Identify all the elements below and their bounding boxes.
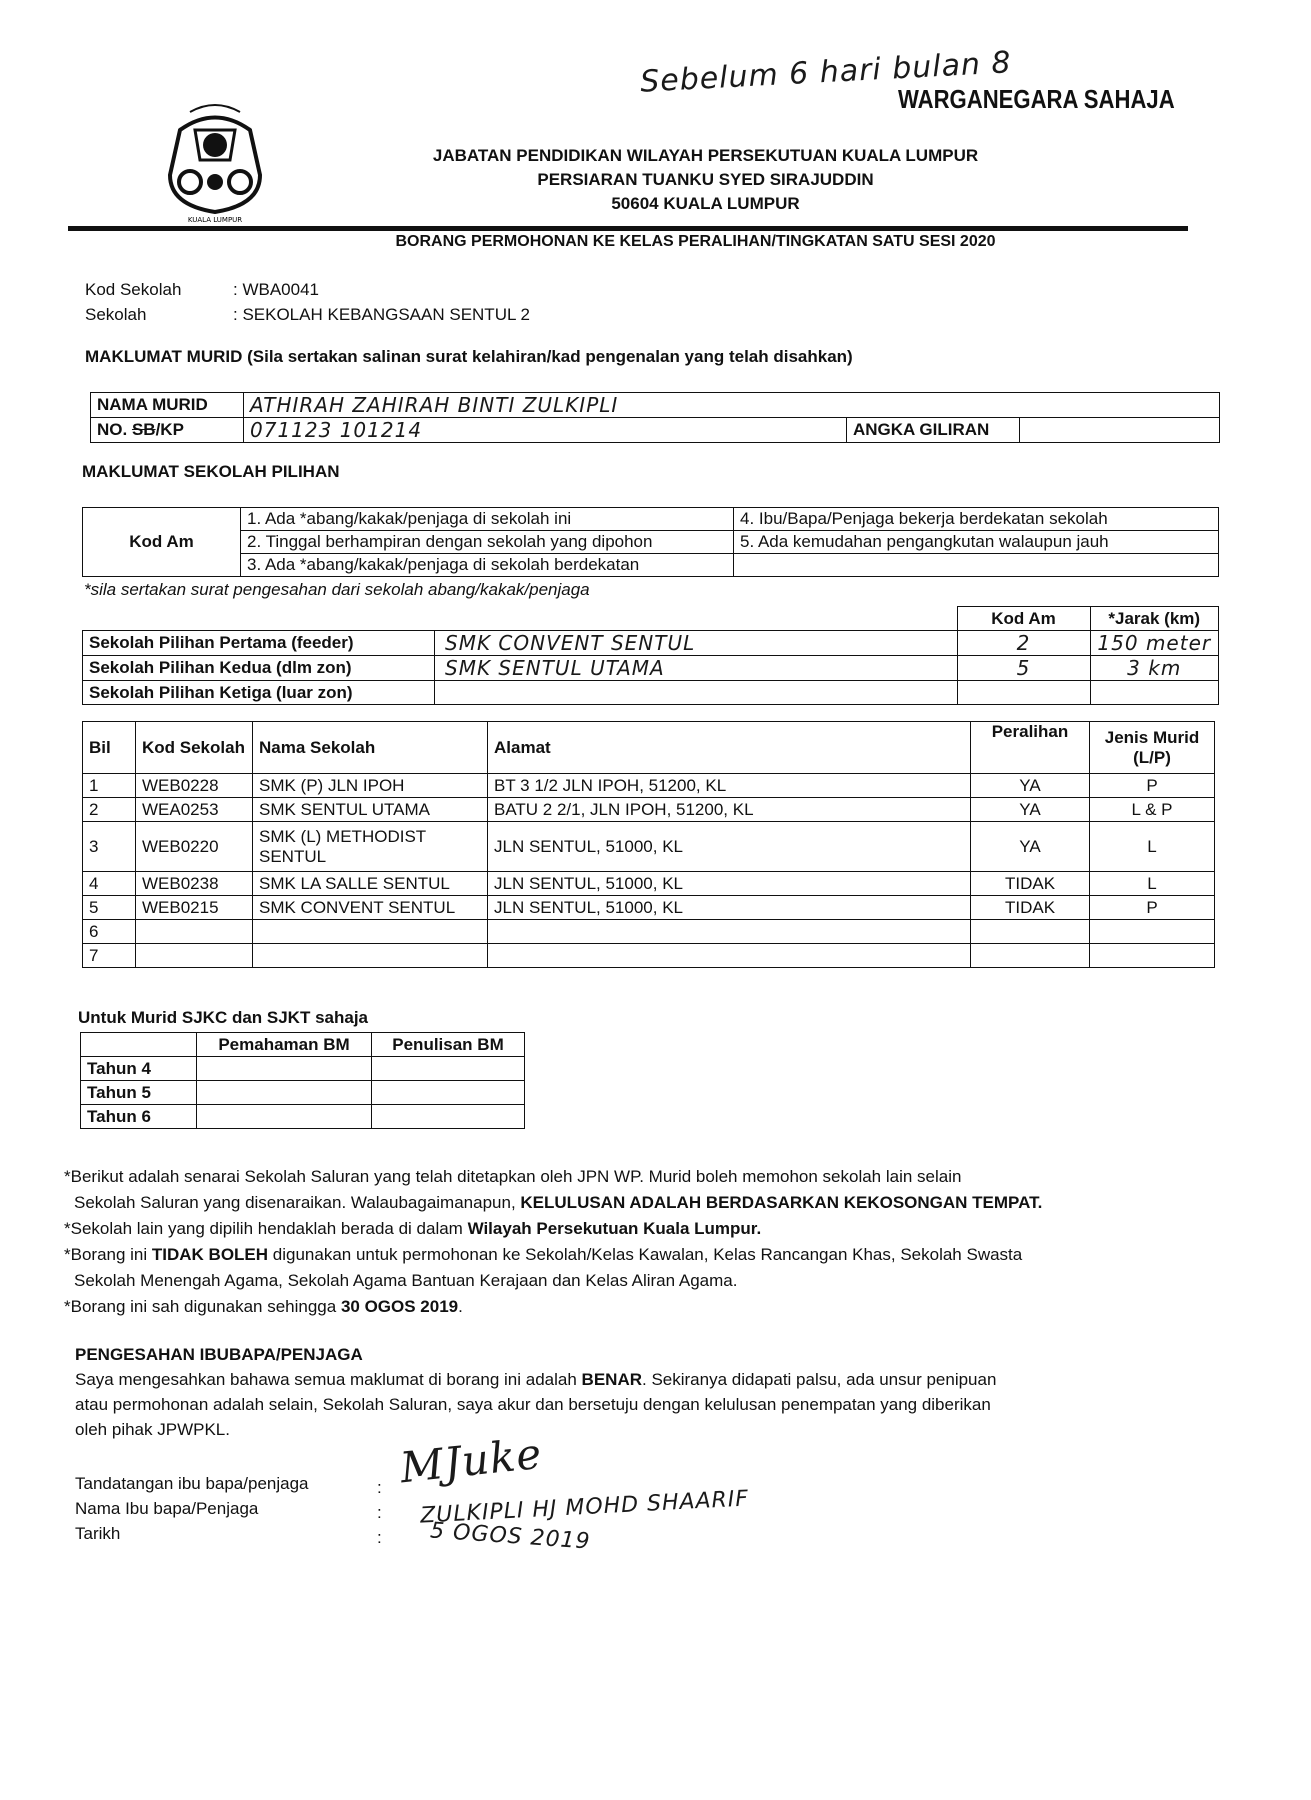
school-code-label: Kod Sekolah (85, 280, 182, 299)
parent-para-2: atau permohonan adalah selain, Sekolah Saluran, saya akur dan bersetuju dengan kelulusan penempatan yang diberikan (75, 1395, 991, 1414)
header-line3: 50604 KUALA LUMPUR (611, 194, 800, 213)
school-choices-table (82, 606, 1219, 705)
parent-para-3: oleh pihak JPWPKL. (75, 1420, 230, 1439)
reason-5: 5. Ada kemudahan pengangkutan walaupun jauh (734, 531, 1219, 554)
header-line2: PERSIARAN TUANKU SYED SIRAJUDDIN (537, 170, 874, 189)
sjkc-table (80, 1032, 525, 1129)
note-3: *Borang ini TIDAK BOLEH digunakan untuk permohonan ke Sekolah/Kelas Kawalan, Kelas Rancangan Khas, Sekolah Swasta (64, 1245, 1023, 1264)
reason-3: 3. Ada *abang/kakak/penjaga di sekolah berdekatan (241, 554, 734, 577)
colon-3: : (377, 1528, 382, 1547)
row-3-nama: SMK (L) METHODIST SENTUL (253, 822, 488, 872)
row-3-alamat: JLN SENTUL, 51000, KL (488, 822, 971, 872)
school-value: : SEKOLAH KEBANGSAAN SENTUL 2 (233, 305, 530, 324)
date-label: Tarikh (75, 1524, 121, 1543)
kod-am-label: Kod Am (83, 508, 241, 577)
row-3-peralihan: YA (971, 822, 1090, 872)
header-nama-sekolah: Nama Sekolah (253, 722, 488, 774)
choice-1-kod-am[interactable]: 2 (957, 631, 1090, 656)
note-4: *Borang ini sah digunakan sehingga 30 OGOS 2019. (64, 1297, 463, 1316)
feeder-schools-table (82, 721, 1215, 968)
reason-1: 1. Ada *abang/kakak/penjaga di sekolah ini (241, 508, 734, 531)
row-3-jenis: L (1090, 822, 1215, 872)
row-5-nama: SMK CONVENT SENTUL (253, 896, 488, 920)
row-2-kod: WEA0253 (136, 798, 253, 822)
row-3-bil: 3 (83, 822, 136, 872)
choice-note: *sila sertakan surat pengesahan dari sekolah abang/kakak/penjaga (84, 580, 590, 599)
tahun5-penulisan-field[interactable] (372, 1081, 525, 1105)
row-2-bil: 2 (83, 798, 136, 822)
choice-2-school[interactable]: SMK SENTUL UTAMA (435, 656, 958, 681)
note-1b: Sekolah Saluran yang disenaraikan. Walaubagaimanapun, KELULUSAN ADALAH BERDASARKAN KEKOSONGAN TEMPAT. (74, 1193, 1043, 1212)
parent-name-label: Nama Ibu bapa/Penjaga (75, 1499, 259, 1518)
tahun6-pemahaman-field[interactable] (197, 1105, 372, 1129)
student-name-field[interactable]: ATHIRAH ZAHIRAH BINTI ZULKIPLI (244, 393, 1220, 418)
row-4-alamat: JLN SENTUL, 51000, KL (488, 872, 971, 896)
tahun4-pemahaman-field[interactable] (197, 1057, 372, 1081)
row-4-nama: SMK LA SALLE SENTUL (253, 872, 488, 896)
choice-3-jarak[interactable] (1090, 681, 1219, 705)
row-2-peralihan: YA (971, 798, 1090, 822)
table-row (83, 774, 1215, 798)
parent-para-1: Saya mengesahkan bahawa semua maklumat di borang ini adalah BENAR. Sekiranya didapati palsu, ada unsur penipuan (75, 1370, 997, 1389)
signature-colons (377, 1475, 382, 1550)
table-row (83, 872, 1215, 896)
parent-name-handwritten[interactable]: ZULKIPLI HJ MOHD SHAARIF (419, 1486, 750, 1529)
row-4-bil: 4 (83, 872, 136, 896)
parent-section (75, 1342, 1255, 1442)
tahun4-penulisan-field[interactable] (372, 1057, 525, 1081)
row-5-bil: 5 (83, 896, 136, 920)
exam-number-label: ANGKA GILIRAN (847, 418, 1020, 443)
reason-2: 2. Tinggal berhampiran dengan sekolah yang dipohon (241, 531, 734, 554)
sjkc-row-tahun6: Tahun 6 (81, 1105, 197, 1129)
table-row (83, 798, 1215, 822)
note-1a: *Berikut adalah senarai Sekolah Saluran yang telah ditetapkan oleh JPN WP. Murid boleh memohon sekolah lain selain (64, 1167, 962, 1186)
table-row (83, 896, 1215, 920)
student-section-heading: MAKLUMAT MURID (Sila sertakan salinan surat kelahiran/kad pengenalan yang telah disahkan) (85, 347, 853, 366)
note-2: *Sekolah lain yang dipilih hendaklah berada di dalam Wilayah Persekutuan Kuala Lumpur. (64, 1219, 762, 1238)
table-row (83, 944, 1215, 968)
row-6-bil: 6 (83, 920, 136, 944)
handwritten-note: Sebelum 6 hari bulan 8 (639, 45, 1013, 100)
header-bil: Bil (83, 722, 136, 774)
row-4-jenis: L (1090, 872, 1215, 896)
choice-1-school[interactable]: SMK CONVENT SENTUL (435, 631, 958, 656)
choice-3-school[interactable] (435, 681, 958, 705)
agency-header (50, 144, 1311, 216)
notes-block (64, 1164, 1264, 1320)
choice-1-label: Sekolah Pilihan Pertama (feeder) (83, 631, 435, 656)
header-divider (68, 226, 1188, 231)
row-1-nama: SMK (P) JLN IPOH (253, 774, 488, 798)
row-4-peralihan: TIDAK (971, 872, 1090, 896)
row-5-peralihan: TIDAK (971, 896, 1090, 920)
colon-1: : (377, 1478, 382, 1497)
student-name-label: NAMA MURID (91, 393, 244, 418)
exam-number-field[interactable] (1020, 418, 1220, 443)
school-info (85, 277, 530, 327)
row-5-alamat: JLN SENTUL, 51000, KL (488, 896, 971, 920)
tahun6-penulisan-field[interactable] (372, 1105, 525, 1129)
sjkc-col-penulisan: Penulisan BM (372, 1033, 525, 1057)
kod-am-table (82, 507, 1219, 577)
school-code-value: : WBA0041 (233, 280, 319, 299)
choice-3-kod-am[interactable] (957, 681, 1090, 705)
parent-signature: MJuke (397, 1428, 545, 1493)
choice-2-jarak[interactable]: 3 km (1090, 656, 1219, 681)
header-jenis-murid: Jenis Murid (L/P) (1090, 722, 1215, 774)
reason-4: 4. Ibu/Bapa/Penjaga bekerja berdekatan sekolah (734, 508, 1219, 531)
choice-section-heading: MAKLUMAT SEKOLAH PILIHAN (82, 462, 340, 481)
colon-2: : (377, 1503, 382, 1522)
header-line1: JABATAN PENDIDIKAN WILAYAH PERSEKUTUAN KUALA LUMPUR (432, 146, 979, 165)
student-table (90, 392, 1220, 443)
choice-3-label: Sekolah Pilihan Ketiga (luar zon) (83, 681, 435, 705)
sign-label: Tandatangan ibu bapa/penjaga (75, 1474, 309, 1493)
student-id-label: NO. SB/KP (91, 418, 244, 443)
row-1-jenis: P (1090, 774, 1215, 798)
parent-heading: PENGESAHAN IBUBAPA/PENJAGA (75, 1345, 363, 1364)
table-row (83, 920, 1215, 944)
row-2-jenis: L & P (1090, 798, 1215, 822)
sjkc-row-tahun4: Tahun 4 (81, 1057, 197, 1081)
student-id-field[interactable]: 071123 101214 (244, 418, 847, 443)
signature-labels (75, 1471, 309, 1546)
school-label: Sekolah (85, 305, 147, 324)
row-4-kod: WEB0238 (136, 872, 253, 896)
row-3-kod: WEB0220 (136, 822, 253, 872)
logo-text: KUALA LUMPUR (187, 216, 243, 224)
note-3c: Sekolah Menengah Agama, Sekolah Agama Bantuan Kerajaan dan Kelas Aliran Agama. (74, 1271, 738, 1290)
choice-2-kod-am[interactable]: 5 (957, 656, 1090, 681)
row-1-bil: 1 (83, 774, 136, 798)
table-row (83, 822, 1215, 872)
row-7-bil: 7 (83, 944, 136, 968)
form-title: BORANG PERMOHONAN KE KELAS PERALIHAN/TINGKATAN SATU SESI 2020 (395, 233, 996, 250)
tahun5-pemahaman-field[interactable] (197, 1081, 372, 1105)
row-1-kod: WEB0228 (136, 774, 253, 798)
header-alamat: Alamat (488, 722, 971, 774)
header-kod-sekolah: Kod Sekolah (136, 722, 253, 774)
citizen-only-label: WARGANEGARA SAHAJA (898, 84, 1175, 114)
header-peralihan: Peralihan (971, 722, 1090, 774)
row-5-jenis: P (1090, 896, 1215, 920)
col-kod-am: Kod Am (957, 607, 1090, 631)
row-1-peralihan: YA (971, 774, 1090, 798)
sjkc-heading: Untuk Murid SJKC dan SJKT sahaja (78, 1008, 368, 1027)
row-2-nama: SMK SENTUL UTAMA (253, 798, 488, 822)
sjkc-col-pemahaman: Pemahaman BM (197, 1033, 372, 1057)
row-1-alamat: BT 3 1/2 JLN IPOH, 51200, KL (488, 774, 971, 798)
choice-1-jarak[interactable]: 150 meter (1090, 631, 1219, 656)
col-jarak: *Jarak (km) (1090, 607, 1219, 631)
row-2-alamat: BATU 2 2/1, JLN IPOH, 51200, KL (488, 798, 971, 822)
choice-2-label: Sekolah Pilihan Kedua (dlm zon) (83, 656, 435, 681)
sjkc-row-tahun5: Tahun 5 (81, 1081, 197, 1105)
row-5-kod: WEB0215 (136, 896, 253, 920)
date-handwritten[interactable]: 5 OGOS 2019 (429, 1518, 592, 1555)
